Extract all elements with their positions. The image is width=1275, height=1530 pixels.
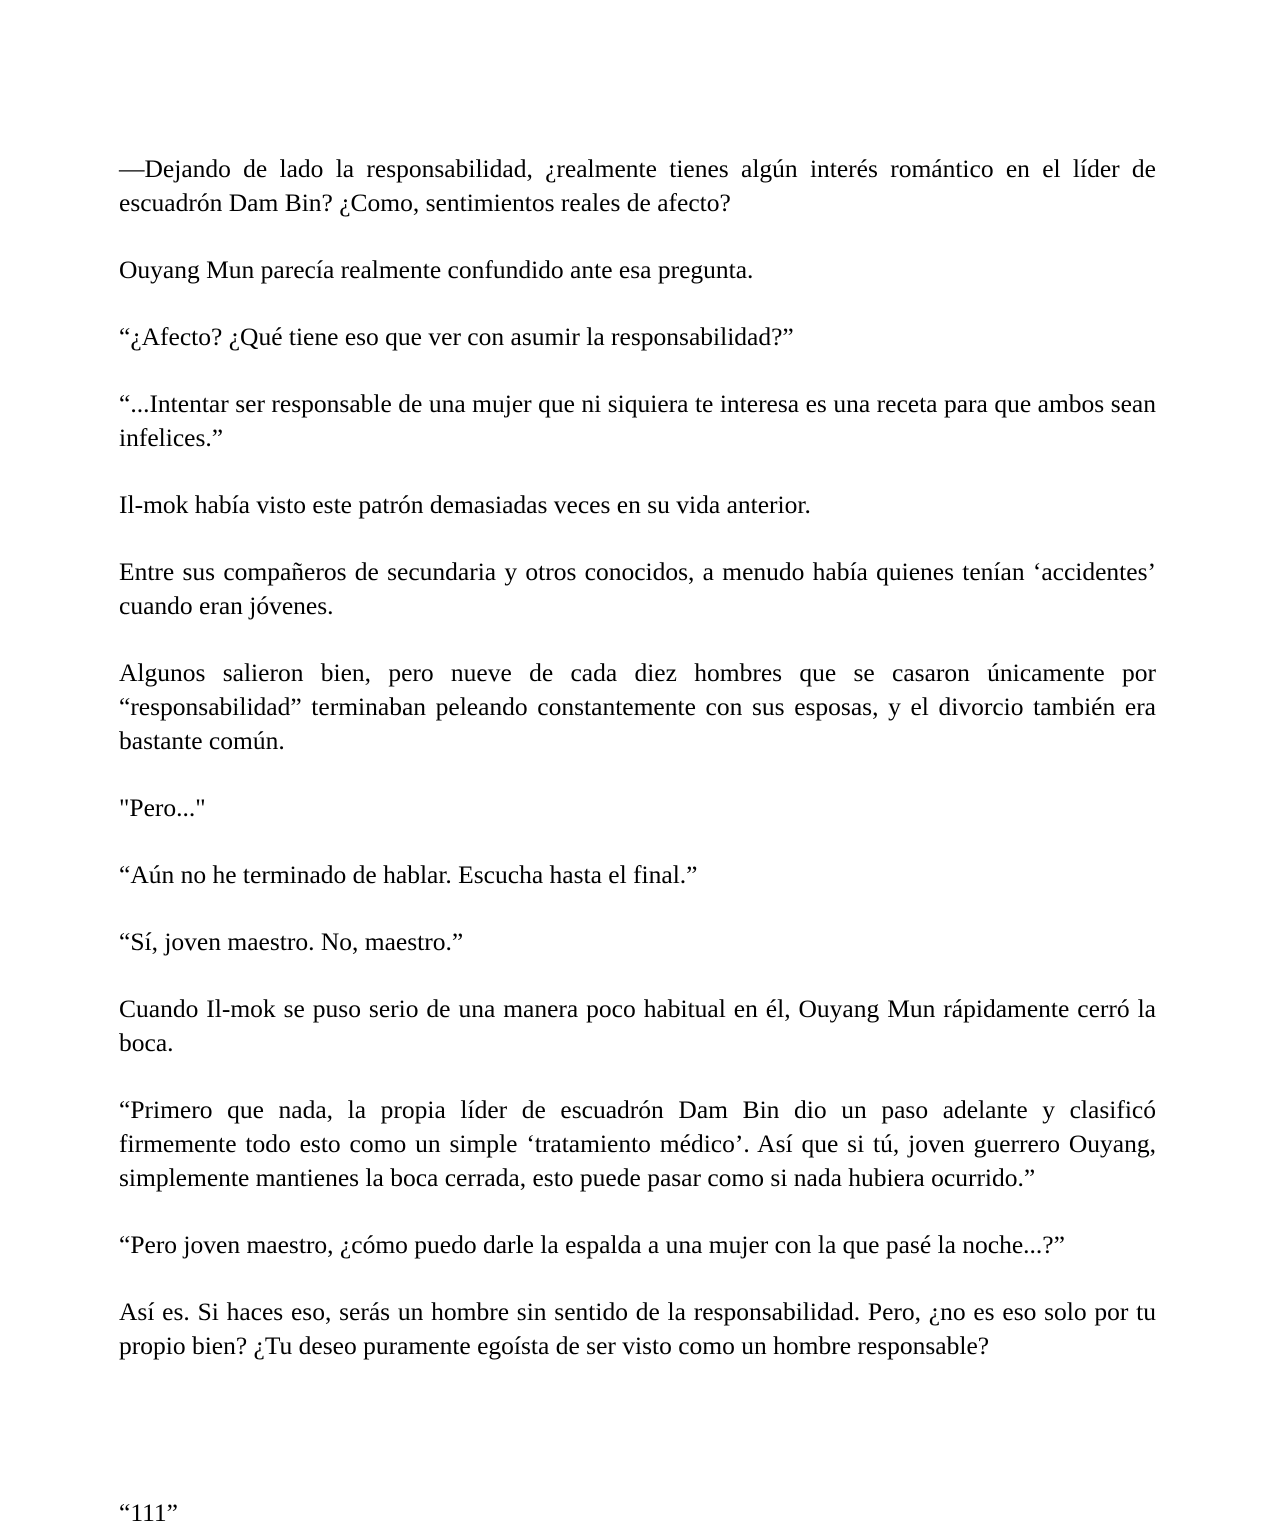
paragraph: “Sí, joven maestro. No, maestro.”: [119, 927, 464, 956]
page-footer-text: “111”: [119, 1498, 178, 1527]
paragraph: “¿Afecto? ¿Qué tiene eso que ver con asumir la responsabilidad?”: [119, 322, 794, 351]
paragraph: Ouyang Mun parecía realmente confundido ante esa pregunta.: [119, 255, 754, 284]
document-body: [119, 152, 1156, 1363]
paragraph: “...Intentar ser responsable de una mujer que ni siquiera te interesa es una receta para que ambos sean infelices.”: [119, 389, 1156, 452]
paragraph: Algunos salieron bien, pero nueve de cada diez hombres que se casaron únicamente por “responsabilidad” terminaban peleando constantemente con sus esposas, y el divorcio también era bastante común.: [119, 658, 1156, 755]
paragraph: “Primero que nada, la propia líder de escuadrón Dam Bin dio un paso adelante y clasificó firmemente todo esto como un simple ‘tratamiento médico’. Así que si tú, joven guerrero Ouyang, simplemente mantienes la boca cerrada, esto puede pasar como si nada hubiera ocurrido.”: [119, 1095, 1156, 1192]
paragraph: Cuando Il-mok se puso serio de una manera poco habitual en él, Ouyang Mun rápidamente cerró la boca.: [119, 994, 1156, 1057]
paragraph: “Pero joven maestro, ¿cómo puedo darle la espalda a una mujer con la que pasé la noche...?”: [119, 1230, 1065, 1259]
paragraph: —Dejando de lado la responsabilidad, ¿realmente tienes algún interés romántico en el líder de escuadrón Dam Bin? ¿Como, sentimientos reales de afecto?: [119, 154, 1156, 217]
paragraph: "Pero...": [119, 793, 206, 822]
paragraph: Entre sus compañeros de secundaria y otros conocidos, a menudo había quienes tenían ‘accidentes’ cuando eran jóvenes.: [119, 557, 1156, 620]
paragraph: Il-mok había visto este patrón demasiadas veces en su vida anterior.: [119, 490, 811, 519]
paragraph: “Aún no he terminado de hablar. Escucha hasta el final.”: [119, 860, 698, 889]
paragraph: Así es. Si haces eso, serás un hombre sin sentido de la responsabilidad. Pero, ¿no es eso solo por tu propio bien? ¿Tu deseo puramente egoísta de ser visto como un hombre responsable?: [119, 1297, 1156, 1360]
